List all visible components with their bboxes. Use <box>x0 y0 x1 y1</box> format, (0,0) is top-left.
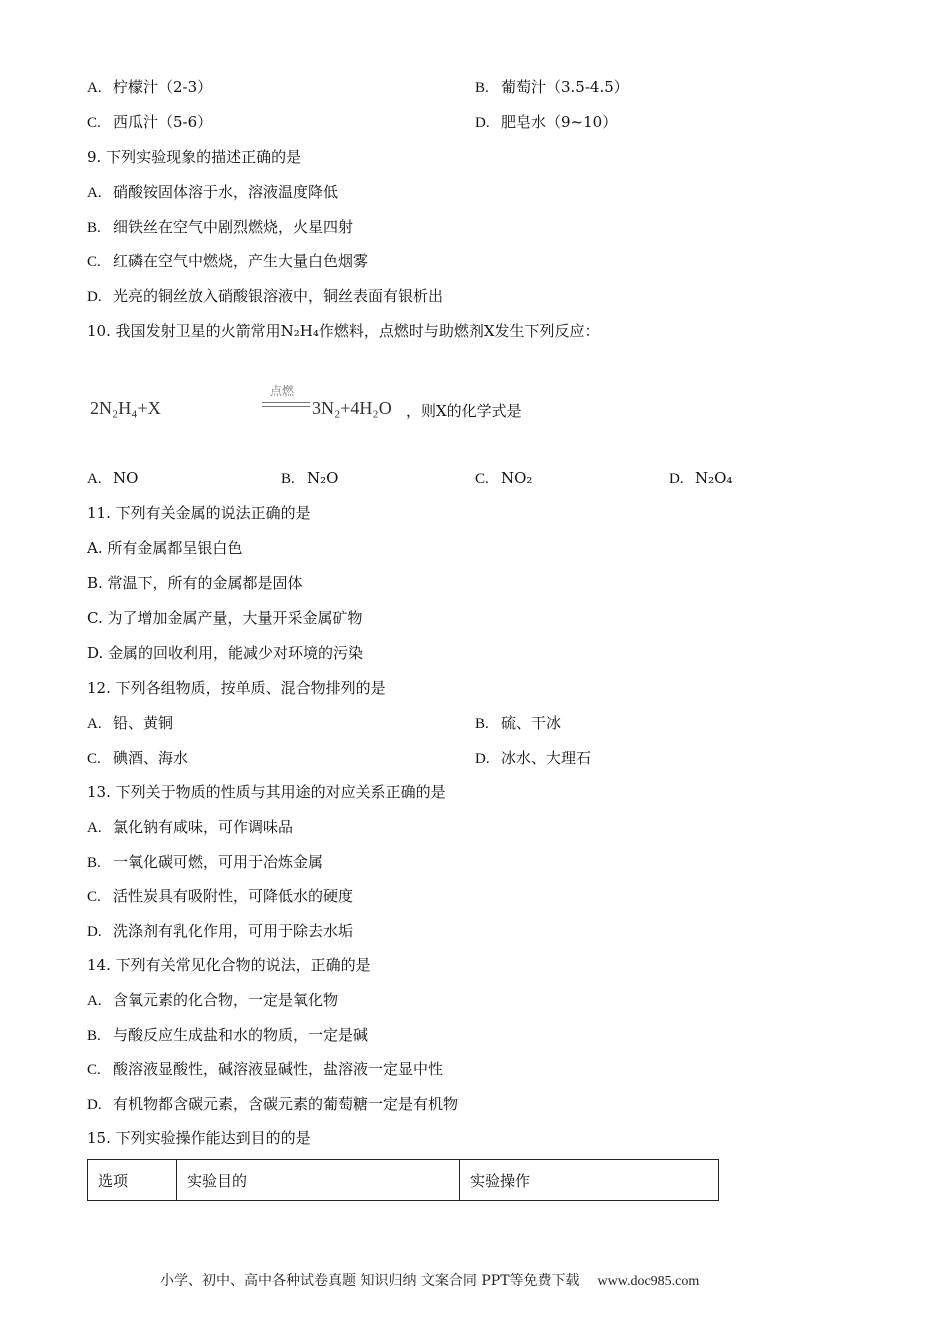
q14-option-a: A. 含氧元素的化合物，一定是氧化物 <box>87 991 339 1009</box>
q10-option-c: C. NO₂ <box>475 469 533 487</box>
q8-option-a: A. 柠檬汁（2-3） <box>87 78 213 96</box>
q8-option-b: B. 葡萄汁（3.5-4.5） <box>475 78 629 96</box>
table-header-row <box>88 1160 719 1201</box>
q9-option-d: D. 光亮的铜丝放入硝酸银溶液中，铜丝表面有银析出 <box>87 287 444 305</box>
q12-option-a: A. 铅、黄铜 <box>87 714 174 732</box>
q9-option-b: B. 细铁丝在空气中剧烈燃烧，火星四射 <box>87 218 354 236</box>
q9-option-c: C. 红磷在空气中燃烧，产生大量白色烟雾 <box>87 252 369 270</box>
q15-table <box>87 1159 719 1201</box>
q13-stem: 13. 下列关于物质的性质与其用途的对应关系正确的是 <box>87 783 446 801</box>
q11-stem: 11. 下列有关金属的说法正确的是 <box>87 504 311 522</box>
q10-option-b: B. N₂O <box>281 469 339 487</box>
q13-option-b: B. 一氧化碳可燃，可用于冶炼金属 <box>87 853 324 871</box>
q13-option-d: D. 洗涤剂有乳化作用，可用于除去水垢 <box>87 922 354 940</box>
q13-option-c: C. 活性炭具有吸附性，可降低水的硬度 <box>87 887 354 905</box>
q14-option-b: B. 与酸反应生成盐和水的物质，一定是碱 <box>87 1026 369 1044</box>
q9-option-a: A. 硝酸铵固体溶于水，溶液温度降低 <box>87 183 339 201</box>
q11-option-b: B. 常温下，所有的金属都是固体 <box>87 574 303 592</box>
equation-condition: 点燃 <box>270 384 295 398</box>
footer-url[interactable]: www.doc985.com <box>597 1274 700 1289</box>
equation-tail: ，则X的化学式是 <box>406 402 522 420</box>
q12-stem: 12. 下列各组物质，按单质、混合物排列的是 <box>87 679 386 697</box>
q12-option-d: D. 冰水、大理石 <box>475 749 592 767</box>
q8-option-c: C. 西瓜汁（5-6） <box>87 113 213 131</box>
q10-stem: 10. 我国发射卫星的火箭常用N₂H₄作燃料，点燃时与助燃剂X发生下列反应： <box>87 322 600 340</box>
q14-option-c: C. 酸溶液显酸性，碱溶液显碱性，盐溶液一定显中性 <box>87 1060 444 1078</box>
q15-stem: 15. 下列实验操作能达到目的的是 <box>87 1129 311 1147</box>
q10-option-d: D. N₂O₄ <box>669 469 733 487</box>
q14-stem: 14. 下列有关常见化合物的说法，正确的是 <box>87 956 371 974</box>
table-header-operation: 实验操作 <box>460 1160 719 1201</box>
page-footer <box>160 1270 699 1290</box>
footer-text: 小学、初中、高中各种试卷真题 知识归纳 文案合同 PPT等免费下载 <box>160 1273 580 1289</box>
q13-option-a: A. 氯化钠有咸味，可作调味品 <box>87 818 294 836</box>
equation-right: 3N₂+4H₂O <box>312 398 392 418</box>
q10-equation <box>90 380 690 430</box>
q14-option-d: D. 有机物都含碳元素，含碳元素的葡萄糖一定是有机物 <box>87 1095 459 1113</box>
q11-option-d: D. 金属的回收利用，能减少对环境的污染 <box>87 644 364 662</box>
table-header-option: 选项 <box>88 1160 177 1201</box>
q9-stem: 9. 下列实验现象的描述正确的是 <box>87 148 302 166</box>
equation-left: 2N₂H₄+X <box>90 398 161 418</box>
q11-option-c: C. 为了增加金属产量，大量开采金属矿物 <box>87 609 363 627</box>
equation-bar-top <box>262 402 310 403</box>
q12-option-b: B. 硫、干冰 <box>475 714 562 732</box>
q8-option-d: D. 肥皂水（9~10） <box>475 113 618 131</box>
equation-bar-bottom <box>262 406 310 407</box>
q10-option-a: A. NO <box>87 469 139 487</box>
q11-option-a: A. 所有金属都呈银白色 <box>87 539 243 557</box>
table-header-purpose: 实验目的 <box>177 1160 460 1201</box>
q12-option-c: C. 碘酒、海水 <box>87 749 189 767</box>
